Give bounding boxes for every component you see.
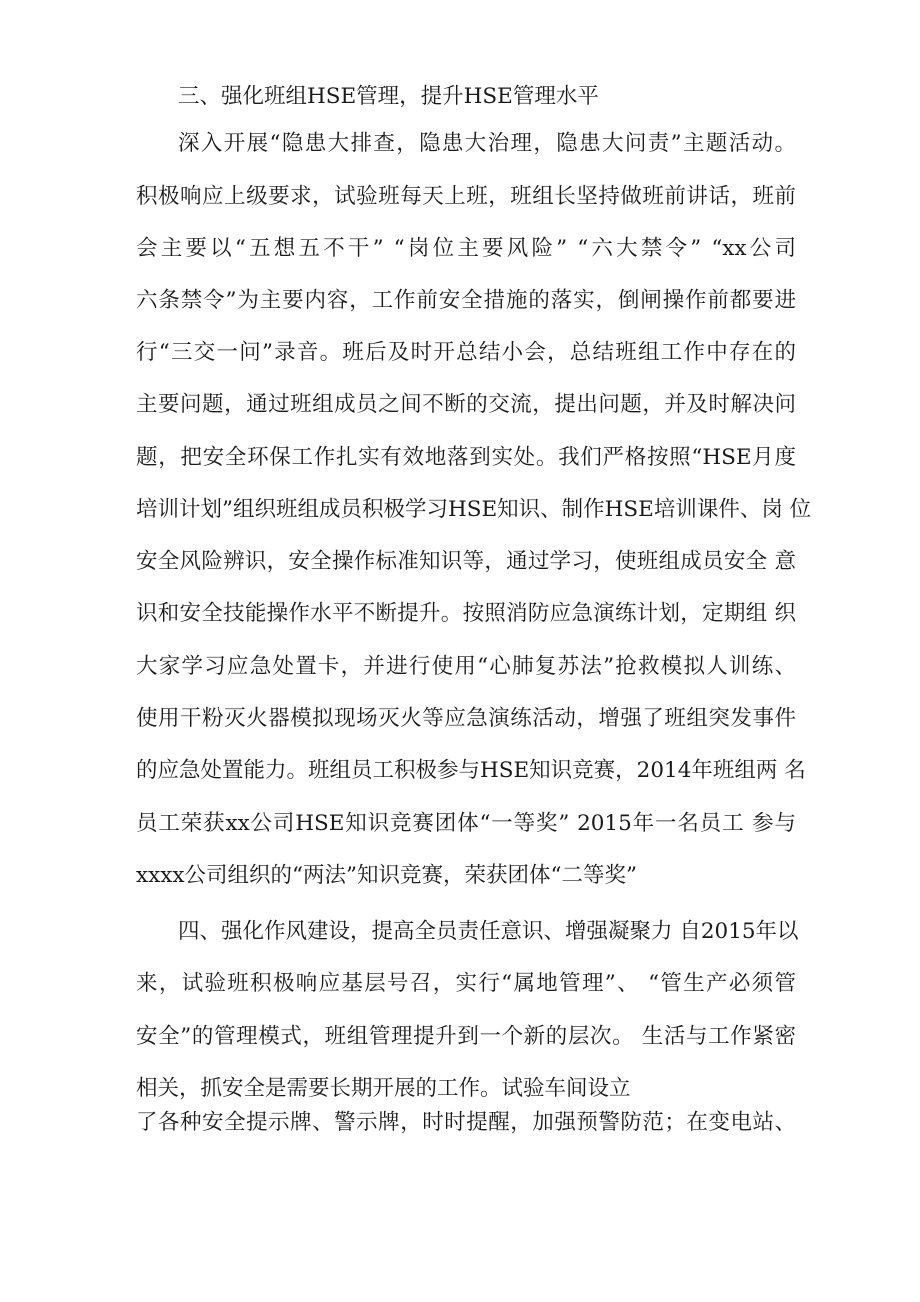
- paragraph-line: 深入开展“隐患大排查，隐患大治理，隐患大问责”主题活动。: [178, 131, 796, 156]
- paragraph-line: 来，试验班积极响应基层号召，实行“属地管理”、 “管生产必须管: [136, 971, 796, 996]
- section-heading-3: 三、强化班组HSE管理，提升HSE管理水平: [178, 84, 599, 109]
- paragraph-line: 使用干粉灭火器模拟现场灭火等应急演练活动，增强了班组突发事件: [136, 706, 796, 731]
- paragraph-line: 员工荣获xx公司HSE知识竞赛团体“一等奖” 2015年一名员工 参与: [136, 811, 796, 836]
- paragraph-line: 识和安全技能操作水平不断提升。按照消防应急演练计划，定期组 织: [136, 601, 796, 626]
- paragraph-line: 六条禁令”为主要内容，工作前安全措施的落实，倒闸操作前都要进: [136, 288, 796, 313]
- paragraph-line: 主要问题，通过班组成员之间不断的交流，提出问题，并及时解决问: [136, 392, 796, 417]
- paragraph-line: 题，把安全环保工作扎实有效地落到实处。我们严格按照“HSE月度: [136, 445, 796, 470]
- paragraph-line: 会主要以“五想五不干” “岗位主要风险” “六大禁令” “xx公司: [136, 236, 796, 261]
- paragraph-line: 大家学习应急处置卡，并进行使用“心肺复苏法”抢救模拟人训练、: [136, 654, 796, 679]
- paragraph-line: 行“三交一问”录音。班后及时开总结小会，总结班组工作中存在的: [136, 340, 796, 365]
- paragraph-line: 安全”的管理模式，班组管理提升到一个新的层次。 生活与工作紧密: [136, 1024, 796, 1049]
- paragraph-line: 安全风险辨识，安全操作标准知识等，通过学习，使班组成员安全 意: [136, 549, 796, 574]
- paragraph-line: 了各种安全提示牌、警示牌，时时提醒，加强预警防范；在变电站、: [136, 1110, 796, 1135]
- paragraph-line: xxxx公司组织的“两法”知识竞赛，荣获团体“二等奖”: [136, 863, 637, 888]
- paragraph-line: 积极响应上级要求，试验班每天上班，班组长坚持做班前讲话，班前: [136, 184, 796, 209]
- section-heading-4: 四、强化作风建设，提高全员责任意识、增强凝聚力 自2015年以: [178, 919, 799, 944]
- paragraph-line: 相关，抓安全是需要长期开展的工作。试验车间设立: [136, 1076, 631, 1101]
- paragraph-line: 的应急处置能力。班组员工积极参与HSE知识竞赛，2014年班组两 名: [136, 758, 806, 783]
- paragraph-line: 培训计划”组织班组成员积极学习HSE知识、制作HSE培训课件、岗 位: [136, 497, 812, 522]
